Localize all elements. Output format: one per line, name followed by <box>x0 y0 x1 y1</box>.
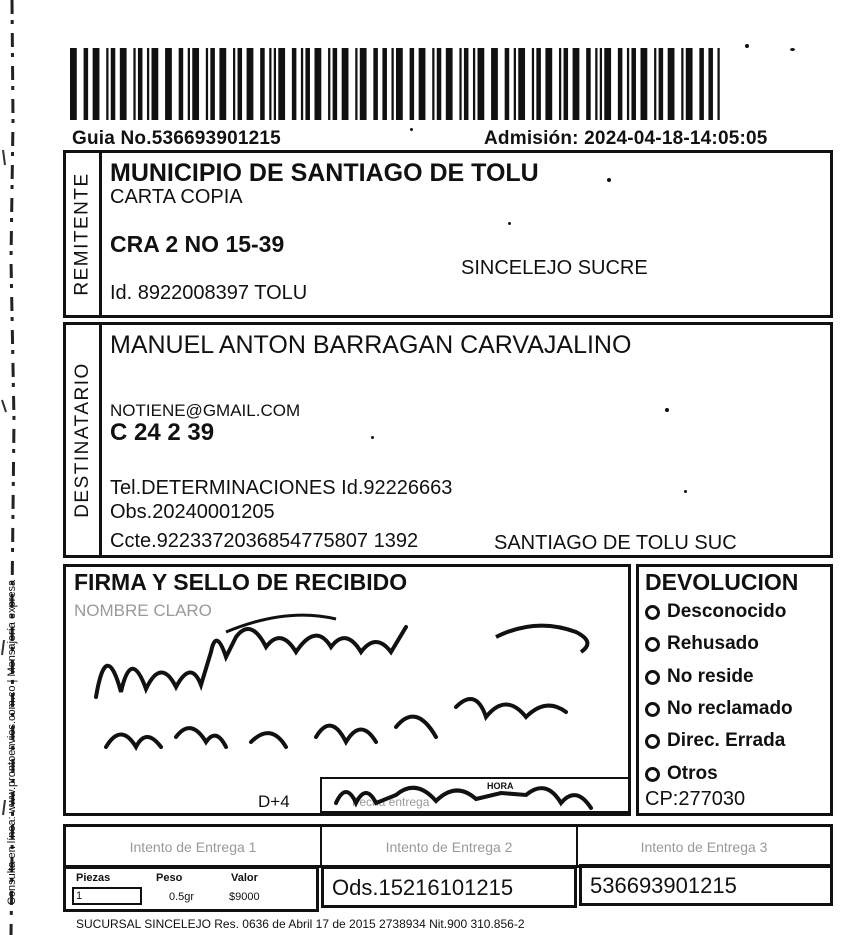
intentos-row <box>63 824 833 868</box>
barcode-bar <box>641 48 648 120</box>
ods-number: Ods.15216101215 <box>332 875 514 900</box>
barcode-bar <box>532 48 534 120</box>
barcode-bar <box>686 48 693 120</box>
devolucion-option-rehusado[interactable]: Rehusado <box>645 633 759 655</box>
barcode-bar <box>564 48 569 120</box>
barcode-bar <box>278 48 285 120</box>
barcode-bar <box>536 48 541 120</box>
destinatario-city: SANTIAGO DE TOLU SUC <box>494 532 737 554</box>
barcode-bar <box>446 48 453 120</box>
barcode-bar <box>333 48 338 120</box>
destinatario-label: DESTINATARIO <box>66 325 102 555</box>
remitente-name: MUNICIPIO DE SANTIAGO DE TOLU <box>110 159 539 187</box>
remitente-address: CRA 2 NO 15-39 <box>110 231 285 257</box>
firma-box <box>63 564 631 816</box>
barcode-bar <box>219 48 226 120</box>
barcode-bar <box>604 48 611 120</box>
barcode-bar <box>70 48 77 120</box>
firma-title: FIRMA Y SELLO DE RECIBIDO <box>74 569 408 595</box>
barcode-bar <box>437 48 442 120</box>
barcode-bar <box>391 48 393 120</box>
barcode-bar <box>93 48 100 120</box>
barcode-bar <box>138 48 143 120</box>
barcode-bar <box>708 48 713 120</box>
radio-circle-icon <box>645 670 660 685</box>
footer-text: SUCURSAL SINCELEJO Res. 0636 de Abril 17 de 2015 2738934 Nit.900 310.856-2 <box>76 917 525 931</box>
barcode-bar <box>206 48 208 120</box>
barcode-bar <box>618 48 623 120</box>
barcode-bar <box>464 48 469 120</box>
barcode-bar <box>360 48 367 120</box>
barcode-bar <box>545 48 552 120</box>
barcode-bar <box>188 48 190 120</box>
piezas-value: 1 <box>76 890 83 902</box>
barcode-bar <box>473 48 475 120</box>
peso-label: Peso <box>156 872 183 884</box>
barcode-bar <box>233 48 235 120</box>
barcode-bar <box>342 48 349 120</box>
devolucion-option-otros[interactable]: Otros <box>645 763 718 785</box>
barcode-bar <box>410 48 415 120</box>
barcode-bar <box>382 48 387 120</box>
barcode-bar <box>210 48 215 120</box>
barcode-bar <box>432 48 434 120</box>
remitente-city: SINCELEJO SUCRE <box>461 257 648 279</box>
barcode-bar <box>133 48 135 120</box>
devolucion-option-no-reside[interactable]: No reside <box>645 666 754 688</box>
envio-ods-box <box>321 866 577 908</box>
remitente-box <box>63 150 833 318</box>
barcode-bar <box>478 48 485 120</box>
barcode-bar <box>120 48 127 120</box>
barcode-bar <box>165 48 172 120</box>
barcode-bar <box>84 48 89 120</box>
shipment-barcode <box>70 48 722 120</box>
barcode-bar <box>179 48 184 120</box>
radio-circle-icon <box>645 605 660 620</box>
destinatario-name: MANUEL ANTON BARRAGAN CARVAJALINO <box>110 331 632 359</box>
barcode-bar <box>491 48 498 120</box>
devolucion-option-desconocido[interactable]: Desconocido <box>645 601 786 623</box>
intento-entrega-1: Intento de Entrega 1 <box>66 827 322 867</box>
guia-numero-box: 536693901215 <box>590 873 737 898</box>
fecha-entrega-field <box>320 777 630 813</box>
barcode-bar <box>269 48 271 120</box>
barcode-bar <box>106 48 108 120</box>
remitente-label: REMITENTE <box>66 153 102 315</box>
barcode-bar <box>518 48 525 120</box>
barcode-bar <box>328 48 330 120</box>
barcode-bar <box>192 48 199 120</box>
barcode-bar <box>260 48 265 120</box>
devolucion-title: DEVOLUCION <box>645 569 799 595</box>
barcode-bar <box>419 48 426 120</box>
barcode-bar <box>627 48 629 120</box>
remitente-id: Id. 8922008397 TOLU <box>110 282 308 304</box>
d4-label: D+4 <box>258 792 290 811</box>
devolucion-box <box>636 564 833 816</box>
radio-circle-icon <box>645 767 660 782</box>
barcode-bar <box>654 48 656 120</box>
destinatario-ccte: Ccte.9223372036854775807 1392 <box>110 530 419 552</box>
destinatario-tel: Tel.DETERMINACIONES Id.92226663 <box>110 477 453 499</box>
piezas-label: Piezas <box>76 872 111 884</box>
hora-label: HORA <box>487 781 514 791</box>
devolucion-cp: CP:277030 <box>645 788 746 810</box>
intento-entrega-3: Intento de Entrega 3 <box>640 839 768 855</box>
barcode-bar <box>305 48 310 120</box>
intento-entrega-2: Intento de Entrega 2 <box>322 827 578 867</box>
valor-value: $9000 <box>229 891 260 903</box>
barcode-bar <box>292 48 297 120</box>
barcode-bar <box>631 48 636 120</box>
barcode-bar <box>600 48 602 120</box>
devolucion-option-no-reclamado[interactable]: No reclamado <box>645 698 793 720</box>
devolucion-option-direc-errada[interactable]: Direc. Errada <box>645 730 785 752</box>
barcode-bar <box>514 48 516 120</box>
radio-circle-icon <box>645 734 660 749</box>
barcode-bar <box>586 48 591 120</box>
barcode-bar <box>559 48 561 120</box>
peso-value: 0.5gr <box>169 891 195 903</box>
barcode-bar <box>573 48 580 120</box>
remitente-subtitle: CARTA COPIA <box>110 186 243 208</box>
valor-label: Valor <box>231 872 258 884</box>
nombre-claro-label: NOMBRE CLARO <box>74 601 212 620</box>
guia-number: Guia No.536693901215 <box>72 128 281 149</box>
barcode-bar <box>147 48 149 120</box>
barcode-bar <box>659 48 664 120</box>
destinatario-obs: Obs.20240001205 <box>110 501 275 523</box>
barcode-bar <box>238 48 243 120</box>
handwritten-signature <box>76 597 626 767</box>
envio-piezas-box <box>63 866 319 912</box>
barcode-bar <box>247 48 254 120</box>
barcode-bar <box>459 48 461 120</box>
barcode-bar <box>301 48 303 120</box>
radio-circle-icon <box>645 637 660 652</box>
barcode-bar <box>355 48 357 120</box>
barcode-bar <box>717 48 719 120</box>
admision-timestamp: Admisión: 2024-04-18-14:05:05 <box>484 128 768 149</box>
fecha-entrega-label: Fecha entrega <box>352 795 430 809</box>
destinatario-box <box>63 322 833 558</box>
destinatario-email: NOTIENE@GMAIL.COM <box>110 401 301 420</box>
barcode-bar <box>274 48 276 120</box>
sidebar-consulta-text: Consulta en línea: www.prontoenvios.com.co | Mensajería expresa <box>6 579 18 905</box>
barcode-bar <box>681 48 683 120</box>
barcode-bar <box>668 48 675 120</box>
radio-circle-icon <box>645 702 660 717</box>
barcode-bar <box>111 48 116 120</box>
barcode-bar <box>505 48 510 120</box>
barcode-bar <box>396 48 403 120</box>
barcode-bar <box>315 48 322 120</box>
piezas-field <box>72 887 142 905</box>
barcode-bar <box>595 48 597 120</box>
barcode-bar <box>699 48 704 120</box>
envio-numero-box <box>579 864 833 906</box>
destinatario-address: C 24 2 39 <box>110 419 215 446</box>
handwritten-date <box>326 773 626 815</box>
barcode-bar <box>373 48 378 120</box>
barcode-bar <box>152 48 159 120</box>
